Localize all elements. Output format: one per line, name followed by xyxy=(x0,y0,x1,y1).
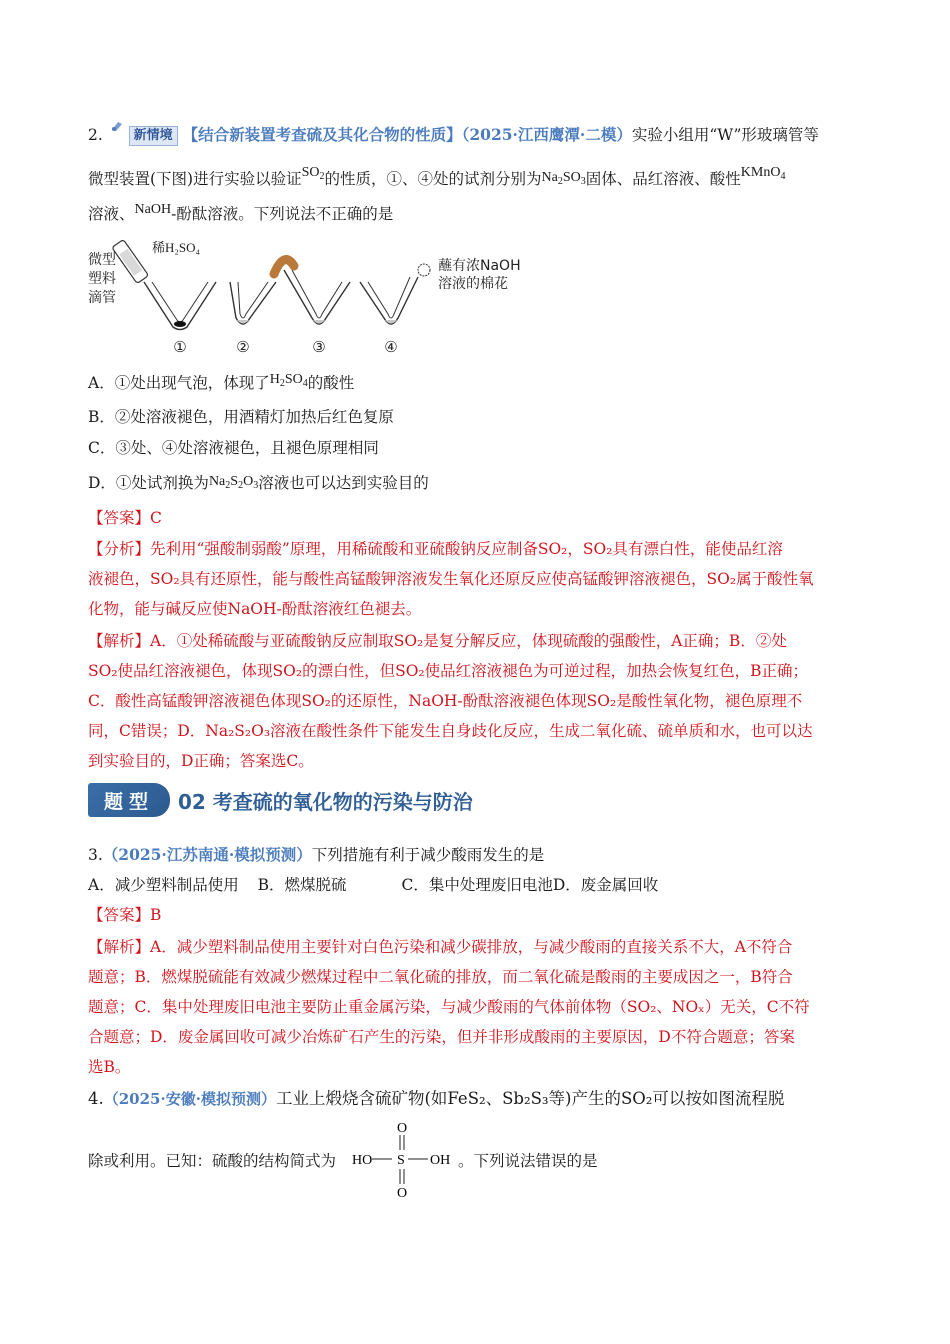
q2-explain-4: 同，C错误；D．Na₂S₂O₃溶液在酸性条件下能发生自身歧化反应，生成二氧化硫、硫单质和水，也可以达 xyxy=(88,722,813,740)
q3-stem: 下列措施有利于减少酸雨发生的是 xyxy=(311,846,545,864)
q3-header xyxy=(88,844,544,866)
label-diguan: 滴管 xyxy=(88,290,116,306)
structure-o-top: O xyxy=(397,1121,408,1136)
q2-option-a-text: A．①处出现气泡，体现了 xyxy=(88,374,270,392)
liquid-4 xyxy=(385,320,397,324)
section-title: 02 考查硫的氧化物的污染与防治 xyxy=(178,789,473,814)
dropper xyxy=(112,239,149,283)
h2so4-formula: $H_2SO_4$ xyxy=(269,372,308,389)
position-markers xyxy=(173,338,397,356)
q2-answer: 【答案】C xyxy=(88,509,162,527)
q2-stem-3b: -酚酞溶液。下列说法不正确的是 xyxy=(171,205,394,223)
q2-stem-1: 实验小组用“W”形玻璃管等 xyxy=(631,126,819,144)
q4-header xyxy=(88,1088,784,1110)
q2-option-d-text: D．①处试剂换为 xyxy=(88,474,209,492)
section-tab: 题型 xyxy=(88,783,170,817)
new-context-badge: 新情境 xyxy=(129,126,178,146)
section-header xyxy=(88,780,473,820)
marker-3: ③ xyxy=(312,338,326,356)
q3-options xyxy=(88,874,658,896)
so2-formula: $SO_2$ xyxy=(301,165,325,182)
structure-o-bottom: O xyxy=(397,1186,408,1200)
marker-2: ② xyxy=(236,338,250,356)
q2-stem-2c: 固体、品红溶液、酸性 xyxy=(585,170,741,188)
q2-analysis-2: 液褪色，SO₂具有还原性，能与酸性高锰酸钾溶液发生氧化还原反应使高锰酸钾溶液褪色，SO₂属于酸性氧 xyxy=(88,570,814,588)
right-labels xyxy=(438,257,521,292)
q3-option-c: C．集中处理废旧电池 xyxy=(401,876,553,894)
liquid-3 xyxy=(313,320,325,324)
acid-label: 稀H₂SO₄ xyxy=(152,240,201,255)
q4-stem-2a: 除或利用。已知：硫酸的结构简式为 xyxy=(88,1152,337,1170)
q2-option-c: C．③处、④处溶液褪色，且褪色原理相同 xyxy=(88,439,379,457)
rubber-connector xyxy=(274,260,294,274)
w-tube-apparatus-diagram xyxy=(88,232,548,360)
naoh-formula: NaOH xyxy=(134,202,172,217)
liquid-2 xyxy=(237,320,249,324)
marker-1: ① xyxy=(173,338,187,356)
q2-explain-1: 【解析】A．①处稀硫酸与亚硫酸钠反应制取SO₂是复分解反应，体现硫酸的强酸性，A正确；B．②处 xyxy=(88,632,787,650)
label-cotton-1: 蘸有浓NaOH xyxy=(438,258,521,274)
q3-source: （2025·江苏南通·模拟预测） xyxy=(102,845,312,864)
label-cotton-2: 溶液的棉花 xyxy=(438,276,508,292)
q2-stem-2: 微型装置(下图)进行实验以验证 xyxy=(88,170,302,188)
q2-option-a xyxy=(88,372,354,400)
structure-oh: OH xyxy=(430,1153,451,1168)
label-weixing: 微型 xyxy=(88,252,116,268)
structure-ho: HO xyxy=(352,1153,373,1168)
na2s2o3-formula: $Na_2S_2O_3$ xyxy=(208,474,259,491)
q3-explain-5: 选B。 xyxy=(88,1058,131,1076)
q2-source: （2025·江西鹰潭·二模） xyxy=(461,125,632,144)
marker-4: ④ xyxy=(384,338,398,356)
sulfuric-acid-structure xyxy=(352,1118,464,1200)
q4-stem-line-2 xyxy=(88,1150,598,1172)
q2-topic: 【结合新装置考查硫及其化合物的性质】 xyxy=(182,125,462,144)
q3-option-b: B．燃煤脱硫 xyxy=(257,876,347,894)
q3-option-a: A．减少塑料制品使用 xyxy=(88,876,239,894)
q3-explain-1: 【解析】A．减少塑料制品使用主要针对白色污染和减少碳排放，与减少酸雨的直接关系不大，A不符合 xyxy=(88,938,793,956)
q3-option-d: D．废金属回收 xyxy=(552,876,659,894)
q4-source: （2025·安徽·模拟预测） xyxy=(103,1090,276,1108)
q3-number: 3. xyxy=(88,846,103,864)
w-tube xyxy=(144,270,418,330)
q4-stem-1: 工业上煅烧含硫矿物(如FeS₂、Sb₂S₃等)产生的SO₂可以按如图流程脱 xyxy=(275,1089,785,1108)
q2-explain-2: SO₂使品红溶液褪色，体现SO₂的漂白性，但SO₂使品红溶液褪色为可逆过程，加热会恢复红色，B正确； xyxy=(88,662,809,680)
q2-stem-line-2 xyxy=(88,165,786,196)
q3-explain-3: 题意；C．集中处理废旧电池主要防止重金属污染，与减少酸雨的气体前体物（SO₂、NOₓ）无关，C不符 xyxy=(88,998,810,1016)
q2-option-d-text-2: 溶液也可以达到实验目的 xyxy=(258,474,429,492)
q2-stem-line-3 xyxy=(88,203,393,227)
q2-header xyxy=(88,124,819,147)
na2so3-solid xyxy=(174,321,186,327)
q2-stem-3a: 溶液、 xyxy=(88,205,135,223)
q2-explain-5: 到实验目的，D正确；答案选C。 xyxy=(88,752,314,770)
q2-analysis-3: 化物，能与碱反应使NaOH-酚酞溶液红色褪去。 xyxy=(88,600,422,618)
q4-stem-2b: 。下列说法错误的是 xyxy=(458,1152,598,1170)
left-labels xyxy=(88,251,116,306)
q3-explain-4: 合题意；D．废金属回收可减少冶炼矿石产生的污染，但并非形成酸雨的主要原因，D不符合题意；答案 xyxy=(88,1028,795,1046)
q3-answer: 【答案】B xyxy=(88,906,162,924)
structure-s: S xyxy=(397,1153,405,1168)
q2-stem-2b: 的性质，①、④处的试剂分别为 xyxy=(324,170,542,188)
q3-explain-2: 题意；B．燃煤脱硫能有效减少燃煤过程中二氧化硫的排放，而二氧化硫是酸雨的主要成因之一，B符合 xyxy=(88,968,793,986)
kmno4-formula: KMnO$_4$ xyxy=(740,165,786,182)
q2-option-b: B．②处溶液褪色，用酒精灯加热后红色复原 xyxy=(88,408,394,426)
flask-icon xyxy=(110,116,124,128)
q2-option-a-text-2: 的酸性 xyxy=(307,374,355,392)
label-suliao: 塑料 xyxy=(88,271,116,287)
q4-number: 4. xyxy=(88,1089,104,1108)
q2-number: 2. xyxy=(88,126,103,144)
na2so3-formula: $Na_2SO_3$ xyxy=(541,170,586,187)
q2-analysis-1: 【分析】先利用“强酸制弱酸”原理，用稀硫酸和亚硫酸钠反应制备SO₂，SO₂具有漂白性，能使品红溶 xyxy=(88,540,783,558)
cotton-plug xyxy=(418,264,430,276)
q2-explain-3: C．酸性高锰酸钾溶液褪色体现SO₂的还原性，NaOH-酚酞溶液褪色体现SO₂是酸性氧化物，褪色原理不 xyxy=(88,692,803,710)
q2-option-d xyxy=(88,472,429,500)
